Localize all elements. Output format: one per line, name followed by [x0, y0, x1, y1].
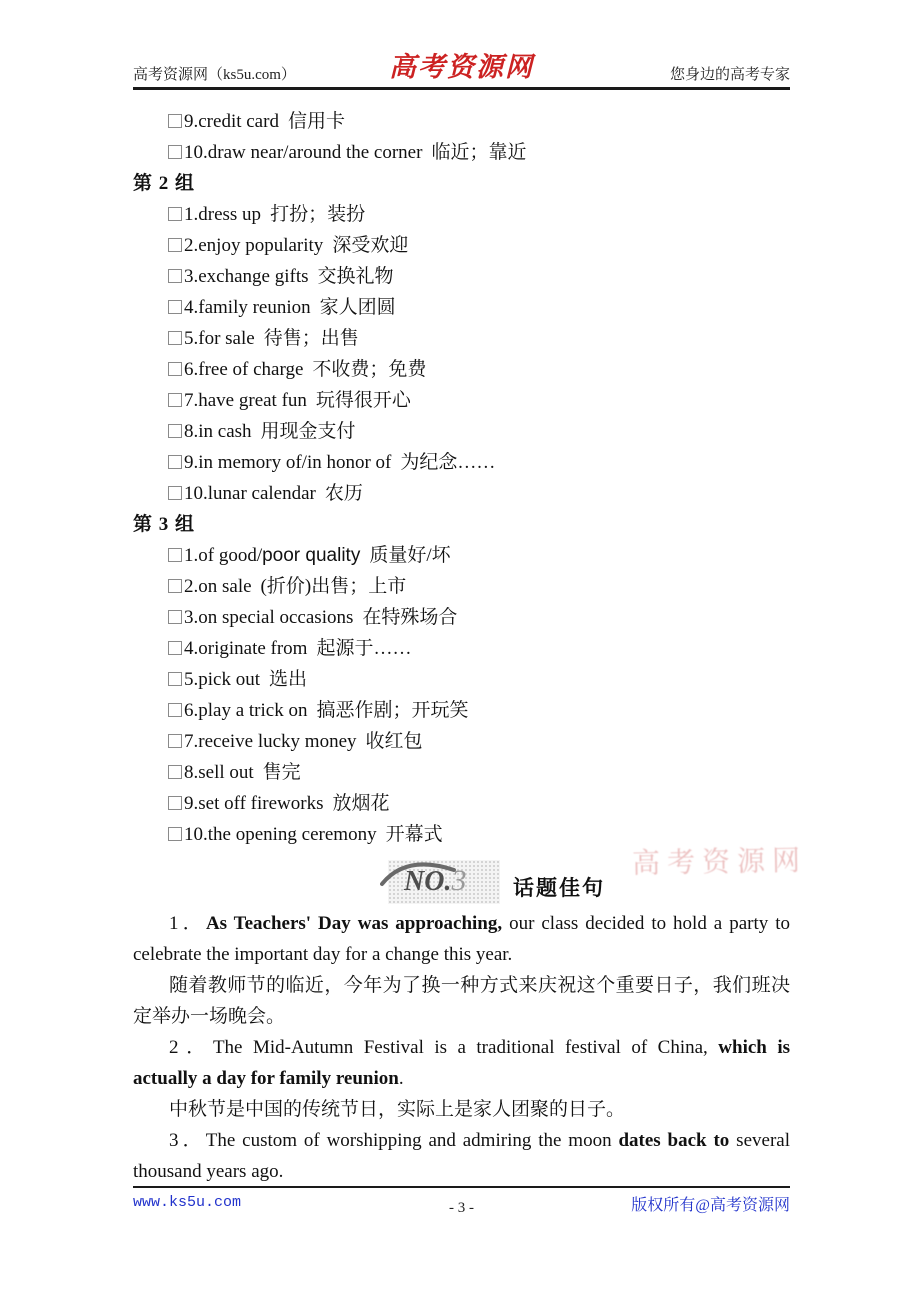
checklist-item: [168, 323, 790, 354]
checkbox-icon: [168, 610, 182, 624]
badge-no-label: NO.3: [404, 864, 467, 897]
checkbox-icon: [168, 641, 182, 655]
item-english: 10.lunar calendar: [184, 483, 316, 504]
checkbox-icon: [168, 145, 182, 159]
item-english: 6.free of charge: [184, 359, 304, 380]
item-chinese: 起源于……: [316, 638, 412, 659]
sentence-chinese: 中秋节是中国的传统节日，实际上是家人团聚的日子。: [169, 1099, 626, 1120]
sentence-english: [133, 908, 790, 970]
item-english: 9.credit card: [184, 111, 279, 132]
sentence-number: 3．: [169, 1130, 206, 1151]
item-chinese: 售完: [262, 762, 301, 783]
sentence-list: [133, 908, 790, 1187]
sentence-number: 2．: [169, 1037, 213, 1058]
header-site-name: 高考资源网（ks5u.com）: [133, 67, 296, 83]
checklist-item: [168, 261, 790, 292]
checkbox-icon: [168, 362, 182, 376]
checkbox-icon: [168, 331, 182, 345]
item-english: 4.family reunion: [184, 297, 311, 318]
checklist-item: [168, 447, 790, 478]
checkbox-icon: [168, 269, 182, 283]
checklist-item: [168, 478, 790, 509]
checkbox-icon: [168, 455, 182, 469]
footer-url: www.ks5u.com: [133, 1194, 242, 1211]
watermark-text: 高考资源网: [631, 845, 808, 880]
item-english: 8.in cash: [184, 421, 252, 442]
checkbox-icon: [168, 207, 182, 221]
item-english: 5.for sale: [184, 328, 255, 349]
sentence-bold-run: As Teachers' Day was approaching,: [205, 913, 503, 934]
checkbox-icon: [168, 765, 182, 779]
checkbox-icon: [168, 486, 182, 500]
item-chinese: 收红包: [365, 731, 423, 752]
checkbox-icon: [168, 238, 182, 252]
sentence-bold-run: dates back to: [618, 1130, 730, 1151]
checkbox-icon: [168, 703, 182, 717]
no3-badge: [388, 860, 500, 904]
item-english: 9.set off fireworks: [184, 793, 324, 814]
checkbox-icon: [168, 796, 182, 810]
item-chinese: 用现金支付: [260, 421, 356, 442]
checklist: [133, 106, 790, 850]
checkbox-icon: [168, 579, 182, 593]
checklist-item: [168, 788, 790, 819]
item-chinese: 选出: [269, 669, 308, 690]
section-title: 话题佳句: [513, 876, 605, 900]
item-chinese: 开幕式: [385, 824, 443, 845]
item-english: 2.on sale: [184, 576, 252, 597]
checklist-item: [168, 137, 790, 168]
badge-number: 3: [451, 864, 467, 897]
checkbox-icon: [168, 672, 182, 686]
main-content: [133, 106, 790, 1187]
item-chinese: 待售；出售: [263, 328, 359, 349]
group-heading: 第 2 组: [133, 173, 196, 194]
checklist-item: [168, 292, 790, 323]
item-english: 1.of good/: [184, 545, 263, 566]
item-chinese: 打扮；装扮: [270, 204, 366, 225]
item-chinese: 放烟花: [332, 793, 390, 814]
checklist-item: [168, 385, 790, 416]
checkbox-icon: [168, 424, 182, 438]
checkbox-icon: [168, 393, 182, 407]
page-header: [133, 54, 790, 86]
item-chinese: 交换礼物: [317, 266, 394, 287]
sentence-bold-run: which is actually a day for family reunion: [133, 1037, 790, 1089]
checkbox-icon: [168, 827, 182, 841]
checkbox-icon: [168, 114, 182, 128]
sentence-chinese: 随着教师节的临近，今年为了换一种方式来庆祝这个重要日子，我们班决定举办一场晚会。: [133, 975, 790, 1027]
item-chinese: 质量好/坏: [369, 545, 451, 566]
sentence-run: The custom of worshipping and admiring the moon: [205, 1130, 619, 1151]
item-chinese: 玩得很开心: [315, 390, 411, 411]
item-chinese: 家人团圆: [319, 297, 396, 318]
item-chinese: 深受欢迎: [332, 235, 409, 256]
checkbox-icon: [168, 300, 182, 314]
item-english: 7.receive lucky money: [184, 731, 357, 752]
checklist-item: [168, 695, 790, 726]
item-chinese: 搞恶作剧；开玩笑: [316, 700, 469, 721]
header-logo: 高考资源网: [389, 52, 534, 82]
item-chinese: 为纪念……: [400, 452, 496, 473]
footer-copyright: 版权所有@高考资源网: [631, 1197, 790, 1214]
item-english: 3.exchange gifts: [184, 266, 309, 287]
item-english: 6.play a trick on: [184, 700, 308, 721]
checkbox-icon: [168, 548, 182, 562]
item-english: 10.draw near/around the corner: [184, 142, 423, 163]
sentence-number: 1．: [169, 913, 206, 934]
item-english: 5.pick out: [184, 669, 260, 690]
checklist-item: [168, 416, 790, 447]
checklist-item: [168, 571, 790, 602]
header-slogan: 您身边的高考专家: [669, 67, 790, 83]
item-english: 8.sell out: [184, 762, 254, 783]
item-chinese: 农历: [324, 483, 363, 504]
item-english-sans: poor quality: [262, 545, 361, 566]
item-english: 3.on special occasions: [184, 607, 354, 628]
item-english: 10.the opening ceremony: [184, 824, 377, 845]
item-english: 7.have great fun: [184, 390, 307, 411]
checkbox-icon: [168, 734, 182, 748]
page-number: - 3 -: [449, 1200, 474, 1216]
sentence-run: .: [398, 1068, 404, 1089]
checklist-item: [168, 633, 790, 664]
item-english: 1.dress up: [184, 204, 262, 225]
checklist-item: [168, 664, 790, 695]
sentence-english: [133, 1125, 790, 1187]
item-chinese: 在特殊场合: [362, 607, 458, 628]
checklist-item: [168, 602, 790, 633]
checklist-item: [168, 757, 790, 788]
item-english: 4.originate from: [184, 638, 308, 659]
page-footer: [133, 1192, 790, 1218]
checklist-item: [168, 354, 790, 385]
item-english: 2.enjoy popularity: [184, 235, 324, 256]
item-english: 9.in memory of/in honor of: [184, 452, 392, 473]
checklist-item: [168, 106, 790, 137]
item-chinese: 信用卡: [287, 111, 345, 132]
footer-divider: [133, 1186, 790, 1188]
item-chinese: 不收费；免费: [312, 359, 427, 380]
sentence-run: our class decided to hold a party to celebrate the important day for a change this year.: [133, 913, 790, 965]
sentence-run: several thousand years ago.: [133, 1130, 790, 1182]
group-heading: 第 3 组: [133, 514, 196, 535]
checklist-item: [168, 199, 790, 230]
sentence-run: The Mid-Autumn Festival is a traditional festival of China,: [212, 1037, 719, 1058]
item-chinese: 临近；靠近: [431, 142, 527, 163]
header-divider: [133, 87, 790, 90]
item-chinese: (折价)出售；上市: [260, 576, 407, 597]
sentence-english: [133, 1032, 790, 1094]
checklist-item: [168, 726, 790, 757]
checklist-item: [168, 230, 790, 261]
checklist-item: [168, 540, 790, 571]
